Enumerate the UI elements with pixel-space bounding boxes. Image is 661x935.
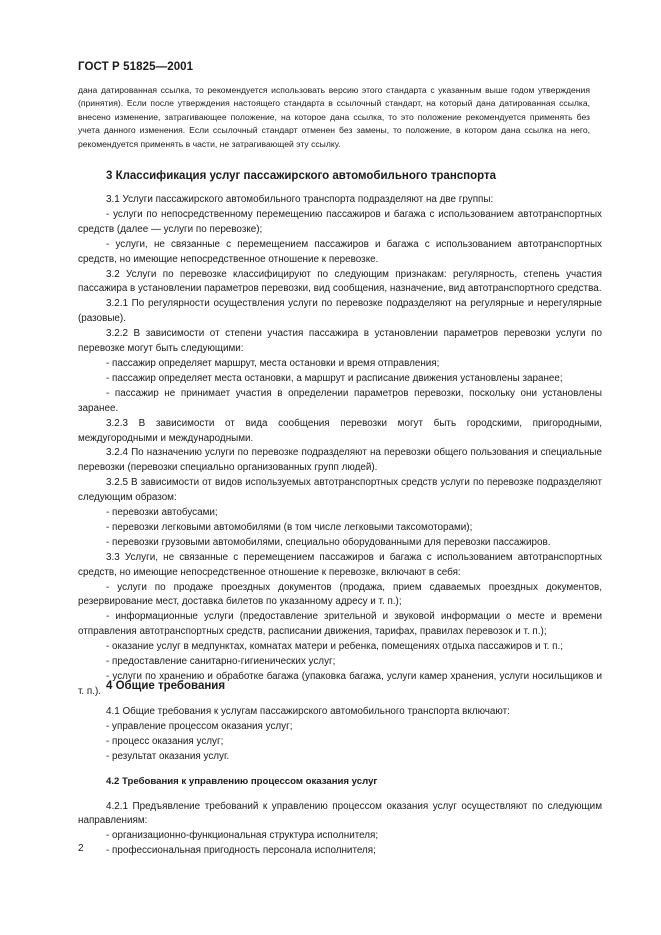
section-3-body bbox=[78, 193, 602, 700]
section-4-body bbox=[78, 705, 602, 859]
paragraph: 3.2 Услуги по перевозке классифицируют по следующим признакам: регулярность, степень участия пассажира в установлении параметров перевозки, вид сообщения, назначение, вид автотранспортного средства. bbox=[78, 268, 602, 295]
list-item: - пассажир определяет маршрут, места остановки и время отправления; bbox=[106, 357, 440, 369]
paragraph: 4.2.1 Предъявление требований к управлению процессом оказания услуг осуществляют по следующим направлениям: bbox=[78, 800, 602, 827]
list-item: - услуги по продаже проездных документов (продажа, прием сдаваемых проездных документов, резервирование мест, доставка билетов по указанному адресу и т. п.); bbox=[78, 581, 602, 608]
list-item: - перевозки легковыми автомобилями (в том числе легковыми таксомоторами); bbox=[106, 521, 473, 533]
paragraph: 3.3 Услуги, не связанные с перемещением пассажиров и багажа с использованием автотранспортных средств, но имеющие непосредственное отношение к перевозке, включают в себя: bbox=[78, 551, 602, 578]
list-item: - перевозки автобусами; bbox=[106, 507, 218, 519]
document-header: ГОСТ Р 51825—2001 bbox=[78, 61, 194, 73]
list-item: - пассажир определяет места остановки, а маршрут и расписание движения установлены заранее; bbox=[106, 372, 563, 384]
list-item: - услуги по хранению и обработке багажа (упаковка багажа, услуги камер хранения, услуги носильщиков и т. п.). bbox=[78, 671, 602, 697]
page-number: 2 bbox=[78, 843, 84, 854]
intro-text-block bbox=[78, 84, 590, 151]
paragraph: 3.2.1 По регулярности осуществления услуги по перевозке подразделяют на регулярные и нерегулярные (разовые). bbox=[78, 298, 602, 325]
list-item: - управление процессом оказания услуг; bbox=[106, 720, 293, 732]
list-item: - услуги, не связанные с перемещением пассажиров и багажа с использованием автотранспортных средств, но имеющие непосредственное отношение к перевозке. bbox=[78, 238, 602, 265]
list-item: - оказание услуг в медпунктах, комнатах матери и ребенка, помещениях отдыха пассажиров и т. п.; bbox=[106, 641, 563, 653]
paragraph: 3.2.4 По назначению услуги по перевозке подразделяют на перевозки общего пользования и специальные перевозки (перевозки специально организованных групп людей). bbox=[78, 447, 602, 474]
section-3-heading: 3 Классификация услуг пассажирского автомобильного транспорта bbox=[106, 170, 497, 182]
list-item: - пассажир не принимает участия в определении параметров перевозки, поскольку они установлены заранее. bbox=[78, 387, 602, 414]
list-item: - перевозки грузовыми автомобилями, специально оборудованными для перевозки пассажиров. bbox=[106, 536, 551, 548]
list-item: - предоставление санитарно-гигиенических услуг; bbox=[106, 656, 336, 668]
section-4-heading: 4 Общие требования bbox=[106, 680, 226, 692]
paragraph: 4.1 Общие требования к услугам пассажирского автомобильного транспорта включают: bbox=[106, 706, 510, 717]
intro-paragraph: дана датированная ссылка, то рекомендуется использовать версию этого стандарта с указанным выше годом утверждения (принятия). Если после утверждения настоящего стандарта в ссылочный стандарт, на который дана датированная ссылка, внесено изменение, затрагивающее положение, на которое дана ссылка, то это положение рекомендуется применять без учета данного изменения. Если ссылочный стандарт отменен без замены, то положение, в котором дана ссылка на него, рекомендуется применять в части, не затрагивающей эту ссылку. bbox=[78, 85, 590, 149]
list-item: - результат оказания услуг. bbox=[106, 750, 230, 762]
subsection-heading: 4.2 Требования к управлению процессом оказания услуг bbox=[106, 775, 378, 787]
list-item: - процесс оказания услуг; bbox=[106, 735, 224, 747]
spacer bbox=[78, 765, 602, 775]
list-item: - профессиональная пригодность персонала исполнителя; bbox=[106, 845, 376, 857]
paragraph: 3.2.2 В зависимости от степени участия пассажира в установлении параметров перевозки услуги по перевозке могут быть следующими: bbox=[78, 328, 602, 355]
paragraph: 3.2.5 В зависимости от видов используемых автотранспортных средств услуги по перевозке подразделяют следующим образом: bbox=[78, 477, 602, 504]
list-item: - услуги по непосредственному перемещению пассажиров и багажа с использованием автотранспортных средств (далее — услуги по перевозке); bbox=[78, 208, 602, 235]
list-item: - организационно-функциональная структура исполнителя; bbox=[106, 830, 379, 842]
spacer bbox=[78, 790, 602, 800]
paragraph: 3.1 Услуги пассажирского автомобильного транспорта подразделяют на две группы: bbox=[106, 194, 494, 205]
paragraph: 3.2.3 В зависимости от вида сообщения перевозки могут быть городскими, пригородными, междугородными и международными. bbox=[78, 417, 602, 444]
list-item: - информационные услуги (предоставление зрительной и звуковой информации о месте и времени отправления автотранспортных средств, расписании движения, тарифах, правилах перевозок и т. п.); bbox=[78, 611, 602, 638]
